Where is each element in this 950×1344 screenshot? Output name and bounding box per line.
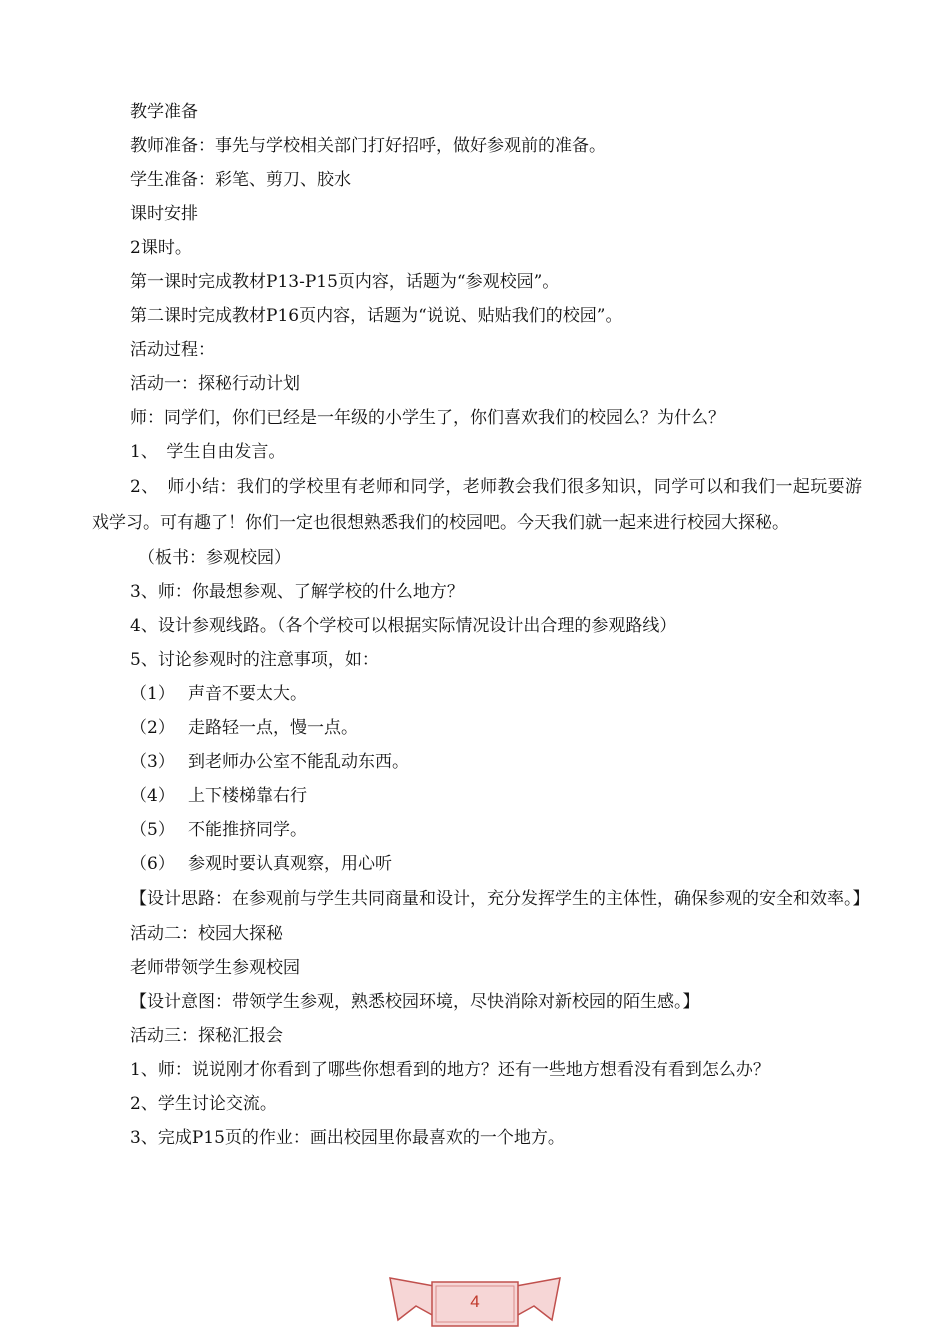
design-rationale: 【设计思路：在参观前与学生共同商量和设计，充分发挥学生的主体性，确保参观的安全和效率。】 — [130, 889, 870, 909]
teacher-question: 师：同学们，你们已经是一年级的小学生了，你们喜欢我们的校园么？为什么？ — [130, 408, 725, 428]
list-item-number: （6） — [130, 854, 175, 874]
activity-3-title: 活动三：探秘汇报会 — [130, 1026, 283, 1046]
activity-1-title: 活动一：探秘行动计划 — [130, 374, 300, 394]
list-item-number: （4） — [130, 786, 175, 806]
student-prep: 学生准备：彩笔、剪刀、胶水 — [130, 170, 351, 190]
step-2-summary: 2、 师小结：我们的学校里有老师和同学，老师教会我们很多知识，同学可以和我们一起玩要游戏学习。可有趣了！你们一定也很想熟悉我们的校园吧。今天我们就一起来进行校园大探秘。 — [92, 477, 862, 533]
design-intent: 【设计意图：带领学生参观，熟悉校园环境，尽快消除对新校园的陌生感。】 — [130, 992, 700, 1012]
activity-3-step-2: 2、学生讨论交流。 — [130, 1094, 277, 1114]
list-item — [92, 677, 862, 711]
step-5: 5、讨论参观时的注意事项，如： — [130, 650, 379, 670]
heading-activity-process: 活动过程： — [130, 340, 215, 360]
list-item-text: 不能推挤同学。 — [188, 820, 307, 840]
activity-3-step-3: 3、完成P15页的作业：画出校园里你最喜欢的一个地方。 — [130, 1128, 565, 1148]
list-item — [92, 711, 862, 745]
page-number: 4 — [470, 1292, 480, 1311]
teacher-prep: 教师准备：事先与学校相关部门打好招呼，做好参观前的准备。 — [130, 136, 606, 156]
list-item — [92, 779, 862, 813]
heading-teaching-prep: 教学准备 — [130, 102, 198, 122]
list-item-text: 参观时要认真观察，用心听 — [188, 854, 392, 874]
activity-2-title: 活动二：校园大探秘 — [130, 924, 283, 944]
document-body — [92, 95, 870, 1155]
schedule-lesson-1: 第一课时完成教材P13-P15页内容，话题为“参观校园”。 — [130, 272, 560, 292]
list-item-number: （2） — [130, 718, 175, 738]
activity-3-step-1: 1、师：说说刚才你看到了哪些你想看到的地方？还有一些地方想看没有看到怎么办？ — [130, 1060, 770, 1080]
list-item-number: （5） — [130, 820, 175, 840]
step-3: 3、师：你最想参观、了解学校的什么地方？ — [130, 582, 464, 602]
step-4: 4、设计参观线路。（各个学校可以根据实际情况设计出合理的参观路线） — [130, 616, 677, 636]
heading-schedule: 课时安排 — [130, 204, 198, 224]
list-item-number: （1） — [130, 684, 175, 704]
page-footer — [388, 1270, 562, 1332]
board-note: （板书：参观校园） — [138, 548, 291, 568]
list-item-text: 走路轻一点，慢一点。 — [188, 718, 358, 738]
schedule-lesson-2: 第二课时完成教材P16页内容，话题为“说说、贴贴我们的校园”。 — [130, 306, 623, 326]
list-item-number: （3） — [130, 752, 175, 772]
list-item — [92, 847, 862, 881]
activity-2-desc: 老师带领学生参观校园 — [130, 958, 300, 978]
list-item — [92, 745, 862, 779]
step-1: 1、 学生自由发言。 — [130, 442, 286, 462]
list-item — [92, 813, 862, 847]
schedule-total: 2课时。 — [130, 238, 192, 258]
list-item-text: 声音不要太大。 — [188, 684, 307, 704]
list-item-text: 上下楼梯靠右行 — [188, 786, 307, 806]
list-item-text: 到老师办公室不能乱动东西。 — [188, 752, 409, 772]
